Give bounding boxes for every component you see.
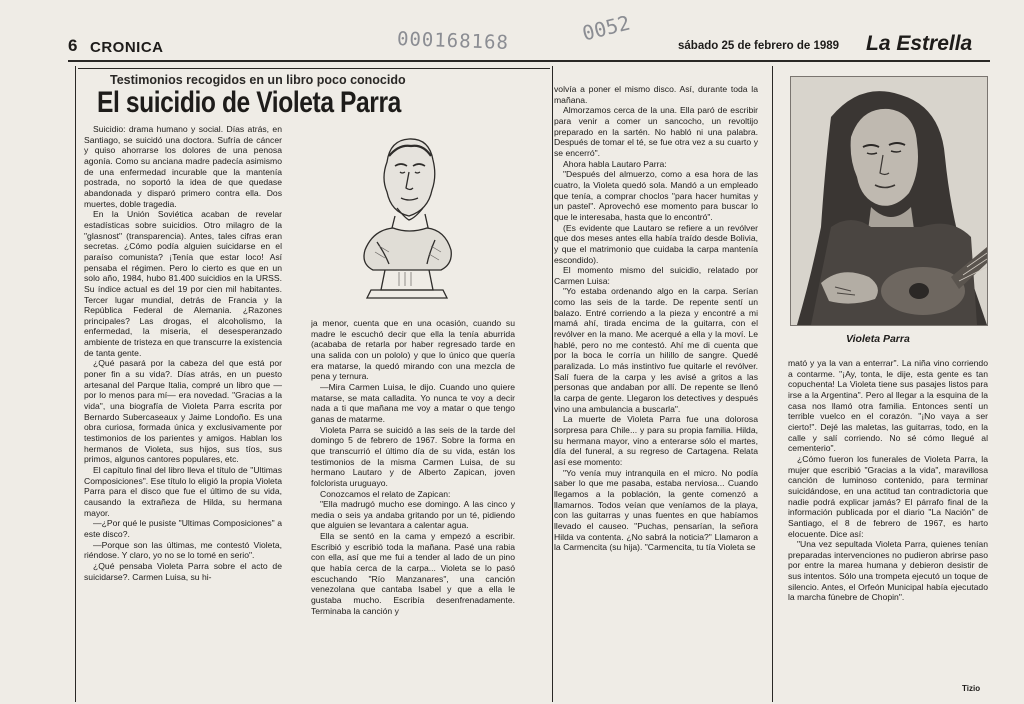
paragraph: (Es evidente que Lautaro se refiere a un revólver que dos meses antes ella había traído desde Bolivia, y que el matrimonio que cuidaba la carpa mantenía escondido). — [554, 222, 758, 265]
archive-stamp-number: 000168168 — [396, 28, 510, 54]
paragraph: Suicidio: drama humano y social. Días atrás, en Santiago, se suicidó una doctora. Sufría de cáncer y quiso ahorrarse los dolores de una penosa agonía. Como su anciana madre padecía asimismo de una enfermedad incurable que la mantenía postrada, no soportó la idea de que quedase abandonada y disparó primero contra ella. Dos muertes, doble tragedia. — [84, 124, 282, 209]
issue-date: sábado 25 de febrero de 1989 — [678, 40, 840, 52]
paragraph: Almorzamos cerca de la una. Ella paró de escribir para venir a comer un sancocho, un revoltijo preparado en la sartén. No habló ni una palabra. Después de tomar el té, se fue otra vez a su cuarto y se encerró". — [554, 105, 758, 158]
column-divider — [552, 66, 553, 702]
paragraph: —Mira Carmen Luisa, le dijo. Cuando uno quiere matarse, se mata calladita. Yo nunca te voy a decir nada a ti que mañana me voy a matar o que tengo ganas de matarme. — [311, 381, 515, 424]
column-1 — [84, 124, 282, 696]
byline: Tizio — [962, 684, 981, 693]
paragraph: Conozcamos el relato de Zapican: — [320, 488, 451, 499]
archive-stamp-code: 0052 — [579, 10, 633, 46]
portrait-photo — [790, 76, 988, 326]
paragraph: "Yo estaba ordenando algo en la carpa. Serían como las seis de la tarde. De repente sentí un balazo. Entré corriendo a la pieza y encontré a mi mamá ahí, tirada encima de la guitarra, con el revólver en la mano. Me acerqué a ella y la moví. Le hablé, pero no me contestó. Ahí me di cuenta que por la boca le corría un hilillo de sangre. Quedé paralizada. Lo más instintivo fue quitarle el revólver. Salí fuera de la carpa y les avisé a gritos a las personas que andaban por allí. De repente se llenó la carpa de gente. Llegaron los detectives y después vino una ambulancia a buscarla". — [554, 286, 758, 414]
column-divider — [75, 66, 76, 702]
paragraph: ¿Cómo fueron los funerales de Violeta Parra, la mujer que escribió "Gracias a la vida", maravillosa canción de luminoso contenido, para terminar suicidándose, en una actitud tan contradictoria que nadie podrá explicar jamás? El párrafo final de la información publicada por el diario "La Nación" de Santiago, el 8 de febrero de 1967, es harto elocuente. Dice así: — [788, 453, 988, 539]
paragraph: La muerte de Violeta Parra fue una dolorosa sorpresa para Chile... y para su propia familia. Hilda, su hermana mayor, vino a enterarse sólo el martes, día del funeral, a su regreso de Cartagena. Relata así ese momento: — [554, 414, 758, 467]
paragraph: "Una vez sepultada Violeta Parra, quienes tenían preparadas intervenciones no pudieron abrirse paso por entre la marea humana y debieron desistir de sus intentos. Sólo una trompeta ejecutó un toque de silencio. Antes, el Orfeón Municipal había ejecutado la marcha fúnebre de Chopin". — [788, 539, 988, 603]
paragraph: ¿Qué pasará por la cabeza del que está por poner fin a su vida?. Días atrás, en un puesto artesanal del Parque Italia, compré un libro que —por lo menos para mí— era novedad. "Gracias a la vida", una biografía de Violeta Parra escrita por Bernardo Subercaseaux y Jaime Londoño. Es una obra curiosa, formada única y exclusivamente por testimonios de los parientes y amigos. Hablan los hermanos de Violeta, sus hijos, sus tíos, sus primos, algunos cantores populares, etc. — [84, 358, 282, 465]
kicker: Testimonios recogidos en un libro poco conocido — [110, 73, 406, 87]
paragraph: El momento mismo del suicidio, relatado por Carmen Luisa: — [554, 265, 758, 286]
paragraph: mató y ya la van a enterrar". La niña vino corriendo a contarme. "¡Ay, tonta, le dije, esta gente es tan copuchenta! La Violeta tiene sus pasajes listos para irse a la Argentina". Pero al llegar a la esquina de la casa nos llamó otra familia. Entonces sentí un terrible vuelco en el corazón. "¡No vaya a ser cierto!". Dejé las maletas, las guitarras, todo, en la calle y salí corriendo. No sé cómo llegué al cementerio". — [788, 358, 988, 454]
paragraph: volvía a poner el mismo disco. Así, durante toda la mañana. — [554, 84, 758, 105]
paragraph: El capítulo final del libro lleva el título de "Ultimas Composiciones". Ese título lo eligió la propia Violeta Parra para el disco que fue el último de su vida, causando la extrañeza de Hilda, su hermana mayor. — [84, 465, 282, 518]
paragraph: —Porque son las últimas, me contestó Violeta, riéndose. Y claro, yo no se lo tomé en serio". — [84, 539, 282, 561]
paragraph: "Ella madrugó mucho ese domingo. A las cinco y media o seis ya andaba gritando por un té, pidiendo que alguien se levantara a calentar agua. — [311, 499, 515, 531]
paragraph: Ella se sentó en la cama y empezó a escribir. Escribió y escribió toda la mañana. Pasé una rabia con ella, así que me fui a tender al lado de un pino que había cerca de la carpa... Violeta se lo pasó escuchando "Río Manzanares", una canción venezolana que cantaba Isabel y que a ella le gustaba mucho. Escribía desenfrenadamente. Terminaba la canción y — [311, 531, 515, 616]
photo-caption: Violeta Parra — [846, 333, 910, 345]
bust-sketch-icon — [345, 132, 467, 300]
section-title: CRONICA — [90, 39, 164, 56]
paragraph: "Yo venía muy intranquila en el micro. No podía saber lo que me pasaba, estaba nerviosa... Cuando llegamos a la población, la gente comenzó a llamarnos. Todos veían que veníamos de la playa, con las guitarras y unas fuentes en que habíamos llevado el causeo. "Puchas, pensarían, la señora Hilda va contenta. ¿No sabrá la noticia?" Llamaron a la Carmencita (su hija). "Carmencita, tu tía Violeta se — [554, 467, 758, 553]
column-divider — [772, 66, 773, 702]
paragraph: ¿Qué pensaba Violeta Parra sobre el acto de suicidarse?. Carmen Luisa, su hi- — [84, 560, 282, 582]
column-3 — [554, 84, 758, 696]
page-number: 6 — [68, 36, 78, 55]
masthead: La Estrella — [866, 32, 973, 55]
paragraph: Ahora habla Lautaro Parra: — [563, 158, 667, 169]
paragraph: —¿Por qué le pusiste "Ultimas Composiciones" a este disco?. — [84, 518, 282, 539]
violeta-parra-guitar-portrait-icon — [791, 77, 987, 325]
column-4 — [788, 358, 988, 678]
headline: El suicidio de Violeta Parra — [97, 86, 401, 119]
bust-sketch-figure — [345, 132, 467, 300]
kicker-top-rule — [78, 68, 550, 69]
column-2 — [311, 318, 515, 696]
paragraph: ja menor, cuenta que en una ocasión, cuando su madre le escuchó decir que ella la tenía aburrida (acababa de retarla por haber regresado tarde en una salida con un pololo) y que lo único que quería era matarse, la quedó mirando con una mezcla de pena y ternura. — [311, 318, 515, 382]
paragraph: En la Unión Soviética acaban de revelar estadísticas sobre suicidios. Otro milagro de la "glasnost" (transparencia). Antes, tales cifras eran secretas. ¿Cómo podía alguien suicidarse en el paraíso comunista? ¡Tenía que estar loco! Así pensaba el régimen. Pero lo cierto es que en un solo año, 1984, hubo 81.400 suicidios en la URSS. Su índice actual es del 19 por cien mil habitantes. Tercer lugar mundial, detrás de Francia y la República Federal de Alemania. ¿Razones principales? Las drogas, el alcoholismo, la enfermedad, la miseria, el desesperanzado ambiente de tristeza en que transcurre la existencia de tanta gente. — [84, 209, 282, 358]
header-rule — [68, 60, 990, 62]
paragraph: Violeta Parra se suicidó a las seis de la tarde del domingo 5 de febrero de 1967. Sobre la forma en que transcurrió el último día de su vida, están los testimonios de la misma Carmen Luisa, de su hermano Lautaro y de Alberto Zapican, joven folclorista uruguayo. — [311, 424, 515, 488]
paragraph: "Después del almuerzo, como a esa hora de las cuatro, la Violeta quedó sola. Mandó a un empleado que tenía, a comprar choclos "para hacer humitas y un pastel". Aprovechó ese momento para buscar lo que le interesaba, hasta que lo encontró". — [554, 169, 758, 222]
